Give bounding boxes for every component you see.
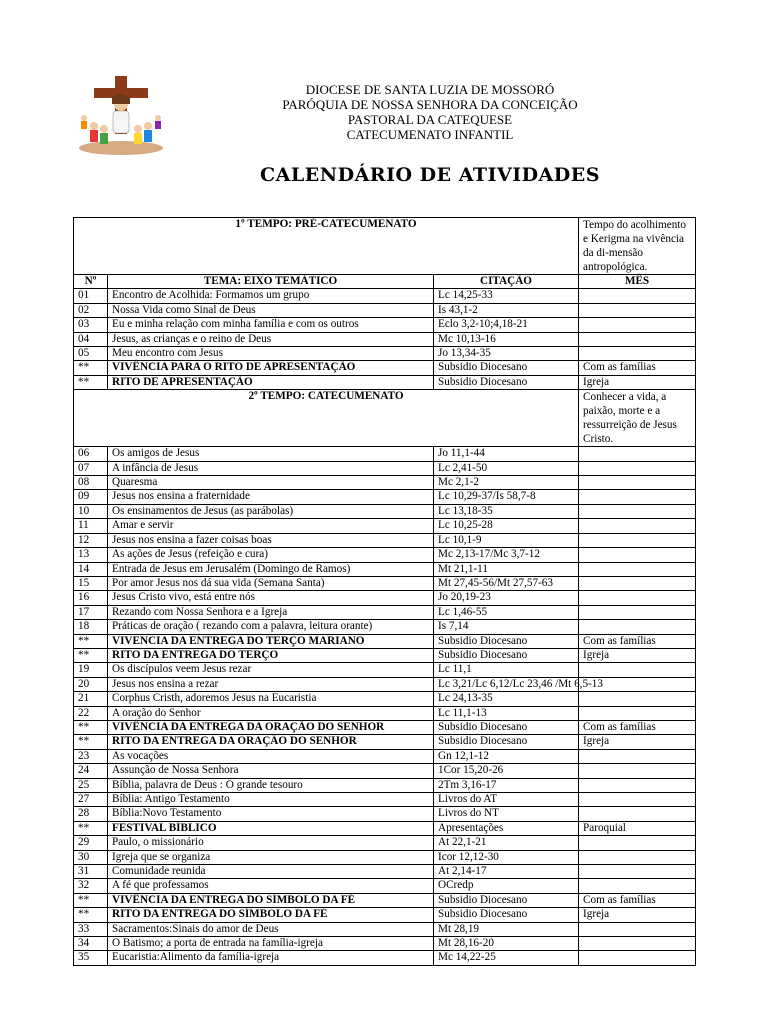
row-theme: Os discípulos veem Jesus rezar	[108, 663, 434, 677]
row-month: Paroquial	[579, 821, 696, 835]
table-row	[74, 303, 696, 317]
row-citation: Icor 12,12-30	[434, 850, 579, 864]
row-month	[579, 548, 696, 562]
column-header: Nº	[74, 275, 108, 289]
row-number: 06	[74, 447, 108, 461]
table-row	[74, 735, 696, 749]
row-citation: Is 43,1-2	[434, 303, 579, 317]
row-number: **	[74, 648, 108, 662]
row-theme: As ações de Jesus (refeição e cura)	[108, 548, 434, 562]
row-number: 34	[74, 937, 108, 951]
row-citation: Jo 20,19-23	[434, 591, 579, 605]
row-citation: Mt 28,16-20	[434, 937, 579, 951]
activities-table	[73, 217, 696, 966]
table-row	[74, 347, 696, 361]
row-citation: At 2,14-17	[434, 865, 579, 879]
row-month	[579, 663, 696, 677]
column-header: CITAÇÃO	[434, 275, 579, 289]
row-citation: Subsidio Diocesano	[434, 361, 579, 375]
row-theme: Práticas de oração ( rezando com a palavra, leitura orante)	[108, 620, 434, 634]
row-month	[579, 836, 696, 850]
row-citation: Mc 10,13-16	[434, 332, 579, 346]
row-citation: Mt 28,19	[434, 922, 579, 936]
row-theme: Bíblia: Antigo Testamento	[108, 793, 434, 807]
row-number: 33	[74, 922, 108, 936]
row-number: 20	[74, 677, 108, 691]
row-citation: Lc 10,29-37/Is 58,7-8	[434, 490, 579, 504]
row-number: 29	[74, 836, 108, 850]
section-row	[74, 390, 696, 447]
row-citation: Lc 1,46-55	[434, 605, 579, 619]
row-month	[579, 951, 696, 965]
row-month	[579, 692, 696, 706]
row-number: 13	[74, 548, 108, 562]
table-row	[74, 706, 696, 720]
row-citation: Subsidio Diocesano	[434, 375, 579, 389]
row-number: **	[74, 893, 108, 907]
row-month	[579, 922, 696, 936]
row-theme: A fé que professamos	[108, 879, 434, 893]
row-citation: Gn 12,1-12	[434, 749, 579, 763]
row-citation: Lc 11,1	[434, 663, 579, 677]
row-month	[579, 793, 696, 807]
header-line-pastoral: PASTORAL DA CATEQUESE	[347, 112, 513, 127]
table-row	[74, 908, 696, 922]
row-theme: VIVÊNCIA PARA O RITO DE APRESENTAÇÃO	[108, 361, 434, 375]
row-number: **	[74, 908, 108, 922]
row-number: 14	[74, 562, 108, 576]
row-number: 25	[74, 778, 108, 792]
row-citation: 2Tm 3,16-17	[434, 778, 579, 792]
table-row	[74, 836, 696, 850]
table-row	[74, 677, 696, 691]
table-row	[74, 332, 696, 346]
row-theme: Por amor Jesus nos dá sua vida (Semana Santa)	[108, 576, 434, 590]
row-month: Igreja	[579, 648, 696, 662]
diocese-header	[230, 82, 630, 142]
row-citation: At 22,1-21	[434, 836, 579, 850]
row-month	[579, 332, 696, 346]
row-month	[579, 289, 696, 303]
row-number: 35	[74, 951, 108, 965]
row-citation: Eclo 3,2-10;4,18-21	[434, 318, 579, 332]
row-month	[579, 476, 696, 490]
row-theme: Amar e servir	[108, 519, 434, 533]
row-month	[579, 504, 696, 518]
row-theme: Rezando com Nossa Senhora e a Igreja	[108, 605, 434, 619]
row-month	[579, 461, 696, 475]
row-theme: Entrada de Jesus em Jerusalém (Domingo de Ramos)	[108, 562, 434, 576]
row-citation: Livros do NT	[434, 807, 579, 821]
row-month: Igreja	[579, 908, 696, 922]
row-number: 04	[74, 332, 108, 346]
table-row	[74, 793, 696, 807]
row-number: 08	[74, 476, 108, 490]
row-citation: Lc 2,41-50	[434, 461, 579, 475]
row-number: **	[74, 634, 108, 648]
row-citation: Subsidio Diocesano	[434, 735, 579, 749]
table-row	[74, 476, 696, 490]
row-theme: RITO DA ENTREGA DO SÍMBOLO DA FÉ	[108, 908, 434, 922]
row-citation: Lc 13,18-35	[434, 504, 579, 518]
row-theme: A oração do Senhor	[108, 706, 434, 720]
column-header: MÊS	[579, 275, 696, 289]
table-row	[74, 821, 696, 835]
row-month	[579, 865, 696, 879]
parish-logo	[72, 74, 170, 158]
row-theme: Os amigos de Jesus	[108, 447, 434, 461]
row-month	[579, 850, 696, 864]
row-theme: VIVÊNCIA DA ENTREGA DO SÍMBOLO DA FÉ	[108, 893, 434, 907]
row-month: Com as famílias	[579, 720, 696, 734]
row-theme: VIVÊNCIA DA ENTREGA DA ORAÇÃO DO SENHOR	[108, 720, 434, 734]
table-row	[74, 490, 696, 504]
row-citation: Subsidio Diocesano	[434, 648, 579, 662]
row-number: 28	[74, 807, 108, 821]
table-row	[74, 533, 696, 547]
row-month	[579, 937, 696, 951]
row-number: 07	[74, 461, 108, 475]
row-month	[579, 807, 696, 821]
section-title: 2º TEMPO: CATECUMENATO	[74, 390, 579, 447]
section-note: Conhecer a vida, a paixão, morte e a ressurreição de Jesus Cristo.	[579, 390, 696, 447]
table-row	[74, 937, 696, 951]
row-number: 10	[74, 504, 108, 518]
row-theme: Bíblia:Novo Testamento	[108, 807, 434, 821]
row-theme: RITO DA ENTREGA DO TERÇO	[108, 648, 434, 662]
row-month	[579, 318, 696, 332]
row-theme: VIVENCIA DA ENTREGA DO TERÇO MARIANO	[108, 634, 434, 648]
row-month	[579, 764, 696, 778]
table-row	[74, 361, 696, 375]
row-month: Com as famílias	[579, 361, 696, 375]
section-row	[74, 218, 696, 275]
row-citation: Subsidio Diocesano	[434, 634, 579, 648]
row-number: 18	[74, 620, 108, 634]
table-row	[74, 807, 696, 821]
row-citation: OCredp	[434, 879, 579, 893]
row-theme: Meu encontro com Jesus	[108, 347, 434, 361]
table-row	[74, 504, 696, 518]
column-header: TEMA: EIXO TEMÁTICO	[108, 275, 434, 289]
row-month: Com as famílias	[579, 634, 696, 648]
row-theme: Nossa Vida como Sinal de Deus	[108, 303, 434, 317]
row-month	[579, 879, 696, 893]
table-row	[74, 562, 696, 576]
row-number: 01	[74, 289, 108, 303]
row-number: 02	[74, 303, 108, 317]
row-citation: Subsidio Diocesano	[434, 908, 579, 922]
row-number: **	[74, 821, 108, 835]
row-month	[579, 490, 696, 504]
table-row	[74, 318, 696, 332]
table-row	[74, 634, 696, 648]
row-month: Igreja	[579, 375, 696, 389]
row-number: 19	[74, 663, 108, 677]
section-title: 1º TEMPO: PRÉ-CATECUMENATO	[74, 218, 579, 275]
row-citation: Mt 27,45-56/Mt 27,57-63	[434, 576, 579, 590]
row-citation: Lc 14,25-33	[434, 289, 579, 303]
row-month	[579, 347, 696, 361]
table-row	[74, 893, 696, 907]
row-month	[579, 576, 696, 590]
row-citation: 1Cor 15,20-26	[434, 764, 579, 778]
table-row	[74, 951, 696, 965]
header-line-program: CATECUMENATO INFANTIL	[346, 127, 514, 142]
page-title: CALENDÁRIO DE ATIVIDADES	[260, 164, 600, 186]
table-row	[74, 461, 696, 475]
table-row	[74, 663, 696, 677]
row-number: 09	[74, 490, 108, 504]
row-month: Igreja	[579, 735, 696, 749]
table-row	[74, 519, 696, 533]
header-line-diocese: DIOCESE DE SANTA LUZIA DE MOSSORÓ	[305, 82, 555, 97]
row-month	[579, 533, 696, 547]
row-number: 27	[74, 793, 108, 807]
row-theme: Os ensinamentos de Jesus (as parábolas)	[108, 504, 434, 518]
row-citation: Jo 11,1-44	[434, 447, 579, 461]
table-row	[74, 778, 696, 792]
table-row	[74, 850, 696, 864]
row-citation: Mc 2,13-17/Mc 3,7-12	[434, 548, 579, 562]
row-number: **	[74, 375, 108, 389]
table-row	[74, 749, 696, 763]
table-row	[74, 865, 696, 879]
row-number: 16	[74, 591, 108, 605]
row-theme: RITO DE APRESENTAÇÃO	[108, 375, 434, 389]
row-citation: Jo 13,34-35	[434, 347, 579, 361]
row-theme: As vocações	[108, 749, 434, 763]
row-month	[579, 519, 696, 533]
table-row	[74, 879, 696, 893]
row-citation: Subsidio Diocesano	[434, 720, 579, 734]
row-theme: Comunidade reunida	[108, 865, 434, 879]
row-theme: Eucaristia:Alimento da família-igreja	[108, 951, 434, 965]
row-number: **	[74, 735, 108, 749]
table-row	[74, 289, 696, 303]
row-month	[579, 749, 696, 763]
table-row	[74, 576, 696, 590]
row-number: 22	[74, 706, 108, 720]
row-citation: Lc 24,13-35	[434, 692, 579, 706]
row-theme: Corphus Cristh, adoremos Jesus na Eucaristia	[108, 692, 434, 706]
row-number: 31	[74, 865, 108, 879]
row-citation: Apresentações	[434, 821, 579, 835]
row-citation: Is 7,14	[434, 620, 579, 634]
row-citation: Mc 2,1-2	[434, 476, 579, 490]
row-theme: Bíblia, palavra de Deus : O grande tesouro	[108, 778, 434, 792]
row-theme: O Batismo; a porta de entrada na família-igreja	[108, 937, 434, 951]
row-month: Com as famílias	[579, 893, 696, 907]
table-row	[74, 548, 696, 562]
row-number: 15	[74, 576, 108, 590]
row-month	[579, 706, 696, 720]
table-row	[74, 922, 696, 936]
row-citation: Lc 11,1-13	[434, 706, 579, 720]
table-row	[74, 375, 696, 389]
row-month	[579, 778, 696, 792]
row-citation: Subsidio Diocesano	[434, 893, 579, 907]
row-number: 12	[74, 533, 108, 547]
table-row	[74, 720, 696, 734]
row-theme: FESTIVAL BÍBLICO	[108, 821, 434, 835]
row-number: 21	[74, 692, 108, 706]
row-citation: Mt 21,1-11	[434, 562, 579, 576]
row-month	[579, 591, 696, 605]
row-number: 23	[74, 749, 108, 763]
row-month	[579, 605, 696, 619]
table-row	[74, 605, 696, 619]
row-number: 03	[74, 318, 108, 332]
row-citation: Lc 3,21/Lc 6,12/Lc 23,46 /Mt 6,5-13	[434, 677, 579, 691]
table-row	[74, 764, 696, 778]
row-theme: Paulo, o missionário	[108, 836, 434, 850]
row-theme: RITO DA ENTREGA DA ORAÇÃO DO SENHOR	[108, 735, 434, 749]
row-citation: Livros do AT	[434, 793, 579, 807]
row-month	[579, 620, 696, 634]
row-theme: Assunção de Nossa Senhora	[108, 764, 434, 778]
row-number: **	[74, 720, 108, 734]
table-row	[74, 692, 696, 706]
row-theme: Eu e minha relação com minha família e com os outros	[108, 318, 434, 332]
row-citation: Lc 10,1-9	[434, 533, 579, 547]
section-note: Tempo do acolhimento e Kerigma na vivência da di-mensão antropológica.	[579, 218, 696, 275]
table-row	[74, 447, 696, 461]
row-number: **	[74, 361, 108, 375]
row-citation: Mc 14,22-25	[434, 951, 579, 965]
table-row	[74, 648, 696, 662]
row-theme: Igreja que se organiza	[108, 850, 434, 864]
row-number: 24	[74, 764, 108, 778]
row-citation: Lc 10,25-28	[434, 519, 579, 533]
row-theme: Jesus nos ensina a fazer coisas boas	[108, 533, 434, 547]
row-theme: Jesus nos ensina a rezar	[108, 677, 434, 691]
header-line-parish: PARÓQUIA DE NOSSA SENHORA DA CONCEIÇÃO	[282, 97, 578, 112]
row-month	[579, 562, 696, 576]
row-theme: Jesus Cristo vivo, está entre nós	[108, 591, 434, 605]
row-theme: A infância de Jesus	[108, 461, 434, 475]
row-theme: Quaresma	[108, 476, 434, 490]
table-header-row	[74, 275, 696, 289]
row-number: 11	[74, 519, 108, 533]
row-number: 30	[74, 850, 108, 864]
row-number: 05	[74, 347, 108, 361]
row-theme: Encontro de Acolhida: Formamos um grupo	[108, 289, 434, 303]
row-month	[579, 447, 696, 461]
row-theme: Sacramentos:Sinais do amor de Deus	[108, 922, 434, 936]
row-number: 32	[74, 879, 108, 893]
row-number: 17	[74, 605, 108, 619]
table-row	[74, 620, 696, 634]
row-theme: Jesus nos ensina a fraternidade	[108, 490, 434, 504]
table-row	[74, 591, 696, 605]
row-theme: Jesus, as crianças e o reino de Deus	[108, 332, 434, 346]
row-month	[579, 303, 696, 317]
